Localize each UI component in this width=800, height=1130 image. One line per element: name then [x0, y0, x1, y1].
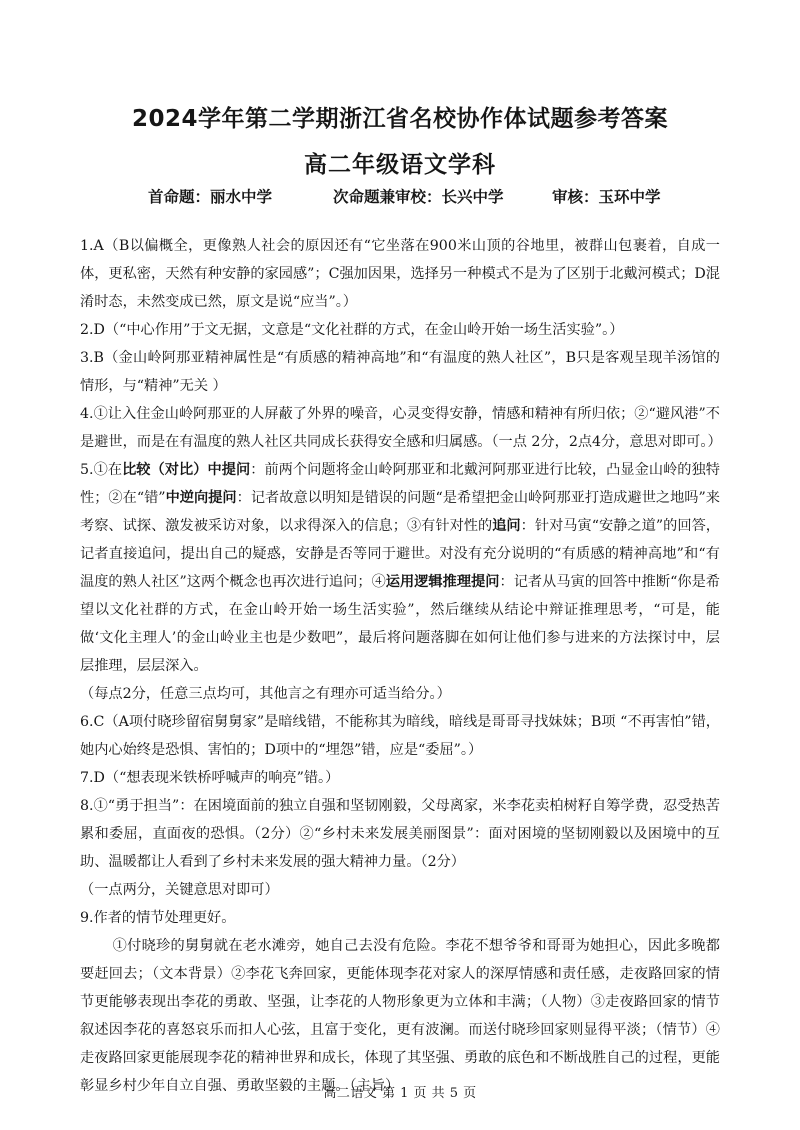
reviewer: 审核：玉环中学 — [552, 188, 661, 206]
answer-q4: 4.①让入住金山岭阿那亚的人屏蔽了外界的噪音，心灵变得安静，情感和精神有所归依；②“避风港”不是避世，而是在有温度的熟人社区共同成长获得安全感和归属感。（一点 2分，2点4分，意思对即可。） — [80, 406, 722, 450]
answer-q5 — [80, 456, 720, 680]
answer-q6: 6.C（A项付晓珍留宿舅舅家”是暗线错，不能称其为暗线，暗线是哥哥寻找妹妹；B项 “不再害怕”错，她内心始终是恐惧、害怕的；D项中的“埋怨”错，应是“委屈”。） — [80, 714, 720, 758]
q5-keyword-reverse: 中逆向提问 — [165, 490, 237, 506]
answer-q9-body: ①付晓珍的舅舅就在老水滩旁，她自己去没有危险。李花不想爷爷和哥哥为她担心，因此多晚都要赶回去；（文本背景）②李花飞奔回家，更能体现李花对家人的深厚情感和责任感，走夜路回家的情节更能够表现出李花的勇敢、坚强，让李花的人物形象更为立体和丰满；（人物）③走夜路回家的情节叙述因李花的喜怒哀乐而扣人心弦，且富于变化，更有波澜。而送付晓珍回家则显得平淡；（情节）④走夜路回家更能展现李花的精神世界和成长，体现了其坚强、勇敢的底色和不断战胜自己的过程，更能彰显乡村少年自立自强、勇敢坚毅的主题。（主旨） — [80, 938, 720, 1094]
chief-setter: 首命题：丽水中学 — [148, 188, 273, 206]
answer-q8: 8.①“勇于担当”：在困境面前的独立自强和坚韧刚毅，父母离家，米李花卖柏树籽自筹学费，忍受热苦累和委屈，直面夜的恐惧。（2分）②“乡村未来发展美丽图景”：面对困境的坚韧刚毅以及困境中的互助、温暖都让人看到了乡村未来发展的强大精神力量。（2分） — [80, 798, 720, 870]
answer-q3: 3.B（金山岭阿那亚精神属性是“有质感的精神高地”和“有温度的熟人社区”，B只是客观呈现羊汤馆的情形，与“精神”无关 ） — [80, 350, 720, 394]
answers-body — [80, 232, 720, 1100]
answer-q9-head: 9.作者的情节处理更好。 — [80, 910, 236, 926]
answer-q8-note: （一点两分，关键意思对即可） — [80, 882, 279, 898]
q5-text: ：记者故意以明知是错误的问题“是希望把金山岭阿那亚打造成避世之地吗”来考察、试探、激发被采访对象，以求得深入的信息；③有针对性的 — [80, 490, 720, 534]
page-footer: 高二语文 第 1 页 共 5 页 — [323, 1086, 477, 1101]
document-title: 2024学年第二学期浙江省名校协作体试题参考答案 — [131, 106, 668, 132]
second-setter: 次命题兼审校：长兴中学 — [333, 188, 504, 206]
q5-text: ：针对马寅“安静之道”的回答，记者直接追问，提出自己的疑惑，安静是否等同于避世。对没有充分说明的“有质感的精神高地”和“有温度的熟人社区”这两个概念也再次进行追问；④ — [80, 518, 720, 590]
q5-keyword-logic: 运用逻辑推理提问 — [385, 574, 500, 590]
answer-q1: 1.A（B以偏概全，更像熟人社会的原因还有“它坐落在900米山顶的谷地里，被群山包裹着，自成一体，更私密，天然有种安静的家园感”；C强加因果，选择另一种模式不是为了区别于北戴河模式；D混淆时态，未然变成已然，原文是说“应当”。） — [80, 238, 720, 310]
author-line — [0, 185, 800, 215]
q5-text: 5.①在 — [80, 462, 123, 478]
q5-keyword-compare: 比较（对比）中提问 — [122, 462, 251, 478]
document-subtitle: 高二年级语文学科 — [304, 152, 496, 178]
answer-q7: 7.D（“想表现米铁桥呼喊声的响亮”错。） — [80, 770, 340, 786]
answer-q2: 2.D（“中心作用”于文无据，文意是“文化社群的方式，在金山岭开始一场生活实验”。） — [80, 322, 624, 338]
q5-text: ：前两个问题将金山岭阿那亚和北戴河阿那亚进行比较，凸显金山岭的独特性；②在“错” — [80, 462, 720, 506]
answer-q5-note: （每点2分，任意三点均可，其他言之有理亦可适当给分。） — [80, 686, 451, 702]
q5-keyword-followup: 追问 — [492, 518, 521, 534]
q5-text: ：记者从马寅的回答中推断“你是希望以文化社群的方式，在金山岭开始一场生活实验”，然后继续从结论中辩证推理思考，“可是，能做‘文化主理人’的金山岭业主也是少数吧”，最后将问题落脚在如何让他们参与进来的方法探讨中，层层推理，层层深入。 — [80, 574, 720, 674]
